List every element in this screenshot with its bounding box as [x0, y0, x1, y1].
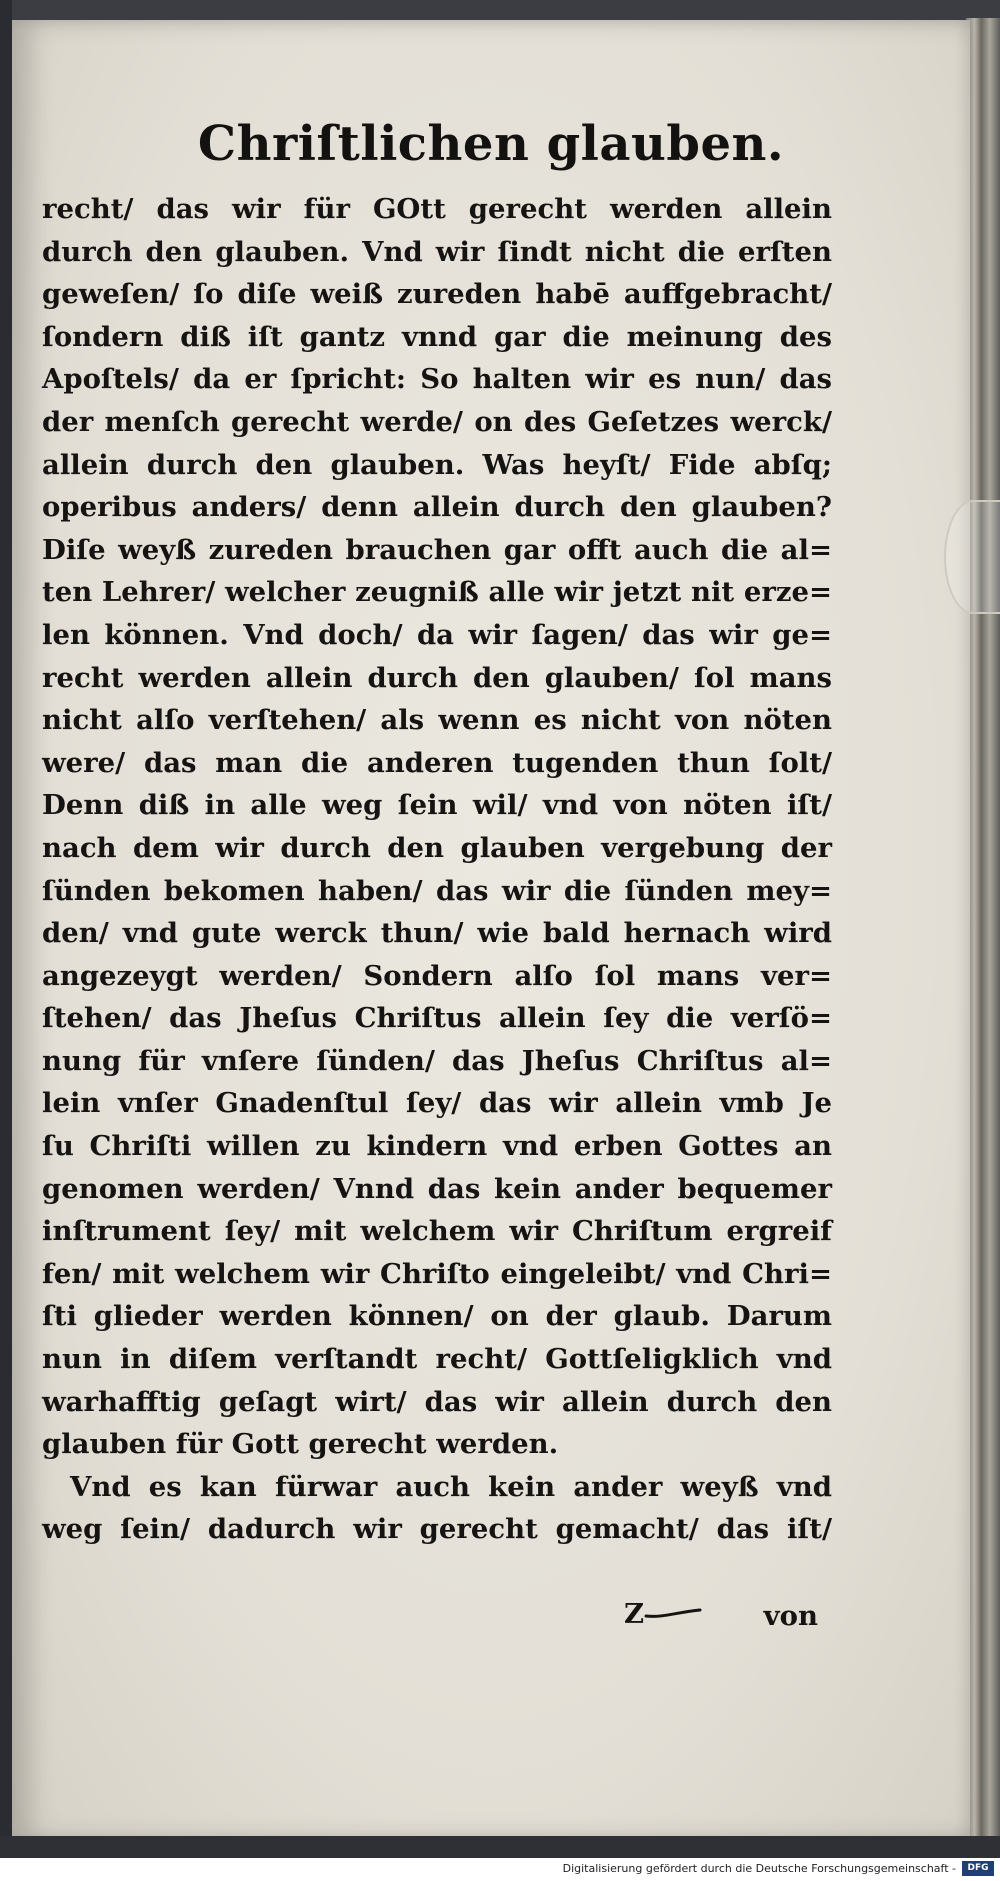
- body-text: [42, 188, 832, 1551]
- text-line: nach dem wir durch den glauben vergebung der: [42, 831, 832, 864]
- book-page: [12, 20, 970, 1840]
- book-bottom-edge: [0, 1836, 1000, 1858]
- text-line: weg ſein/ dadurch wir gerecht gemacht/ das iſt/: [42, 1513, 832, 1546]
- book-spine: [0, 0, 12, 1860]
- text-line: were/ das man die anderen tugenden thun ſolt/: [42, 746, 832, 779]
- text-line: genomen werden/ Vnnd das kein ander bequemer: [42, 1172, 832, 1205]
- page-clip: [944, 500, 1000, 614]
- text-line: glauben für Gott gerecht werden.: [42, 1428, 559, 1461]
- text-line: fen/ mit welchem wir Chriſto eingeleibt/ vnd Chri=: [42, 1257, 832, 1290]
- text-line: lein vnſer Gnadenſtul ſey/ das wir allein vmb Je: [42, 1087, 832, 1120]
- text-line: warhafftig geſagt wirt/ das wir allein durch den: [42, 1385, 832, 1418]
- running-head: Chriſtlichen glauben.: [197, 116, 785, 172]
- book-top-edge: [0, 0, 1000, 22]
- text-line: den/ vnd gute werck thun/ wie bald hernach wird: [42, 917, 832, 950]
- text-line: nicht alſo verſtehen/ als wenn es nicht von nöten: [42, 704, 832, 737]
- paragraph-first-line: Vnd es kan fürwar auch kein ander weyß vnd: [70, 1470, 832, 1503]
- catchword: von: [763, 1600, 818, 1632]
- page-stack-edge: [966, 18, 1000, 1846]
- text-line: geweſen/ ſo diſe weiß zureden habē auffgebracht/: [42, 278, 832, 311]
- signature-mark: Z: [624, 1598, 645, 1630]
- flourish-icon: [644, 1606, 704, 1620]
- text-line: ſti glieder werden können/ on der glaub. Darum: [42, 1300, 832, 1333]
- catchword-line: [592, 1598, 822, 1642]
- text-line: inſtrument ſey/ mit welchem wir Chriſtum ergreif: [42, 1215, 832, 1248]
- text-line: recht/ das wir für GOtt gerecht werden allein: [42, 193, 832, 225]
- text-line: der menſch gerecht werde/ on des Geſetzes werck/: [42, 405, 832, 438]
- digitization-footer: [0, 1858, 1000, 1881]
- text-line: Denn diß in alle weg ſein wil/ vnd von nöten iſt/: [42, 789, 832, 822]
- text-line: angezeygt werden/ Sondern alſo ſol mans ver=: [42, 959, 832, 992]
- text-line: Diſe weyß zureden brauchen gar offt auch die al=: [42, 533, 832, 566]
- text-line: operibus anders/ denn allein durch den glauben?: [42, 491, 832, 524]
- text-line: nun in diſem verſtandt recht/ Gottſeligklich vnd: [42, 1343, 832, 1376]
- funding-credit: Digitalisierung gefördert durch die Deutsche Forschungsgemeinschaft -: [562, 1862, 956, 1875]
- text-line: len können. Vnd doch/ da wir ſagen/ das wir ge=: [42, 618, 832, 651]
- text-line: ſondern diß iſt gantz vnnd gar die meinung des: [42, 320, 832, 353]
- text-line: durch den glauben. Vnd wir ſindt nicht die erſten: [42, 235, 832, 268]
- text-line: recht werden allein durch den glauben/ ſol mans: [42, 661, 832, 694]
- dfg-logo: DFG: [962, 1861, 994, 1876]
- text-line: allein durch den glauben. Was heyſt/ Fide abſq;: [42, 448, 832, 481]
- text-line: ſünden bekomen haben/ das wir die ſünden mey=: [42, 874, 832, 907]
- text-line: nung für vnſere ſünden/ das Jheſus Chriſtus al=: [42, 1044, 832, 1077]
- text-line: ſu Chriſti willen zu kindern vnd erben Gottes an: [42, 1130, 832, 1163]
- text-line: ſtehen/ das Jheſus Chriſtus allein ſey die verſö=: [42, 1002, 832, 1035]
- text-line: ten Lehrer/ welcher zeugniß alle wir jetzt nit erze=: [42, 576, 832, 609]
- text-line: Apoſtels/ da er ſpricht: So halten wir es nun/ das: [42, 363, 832, 396]
